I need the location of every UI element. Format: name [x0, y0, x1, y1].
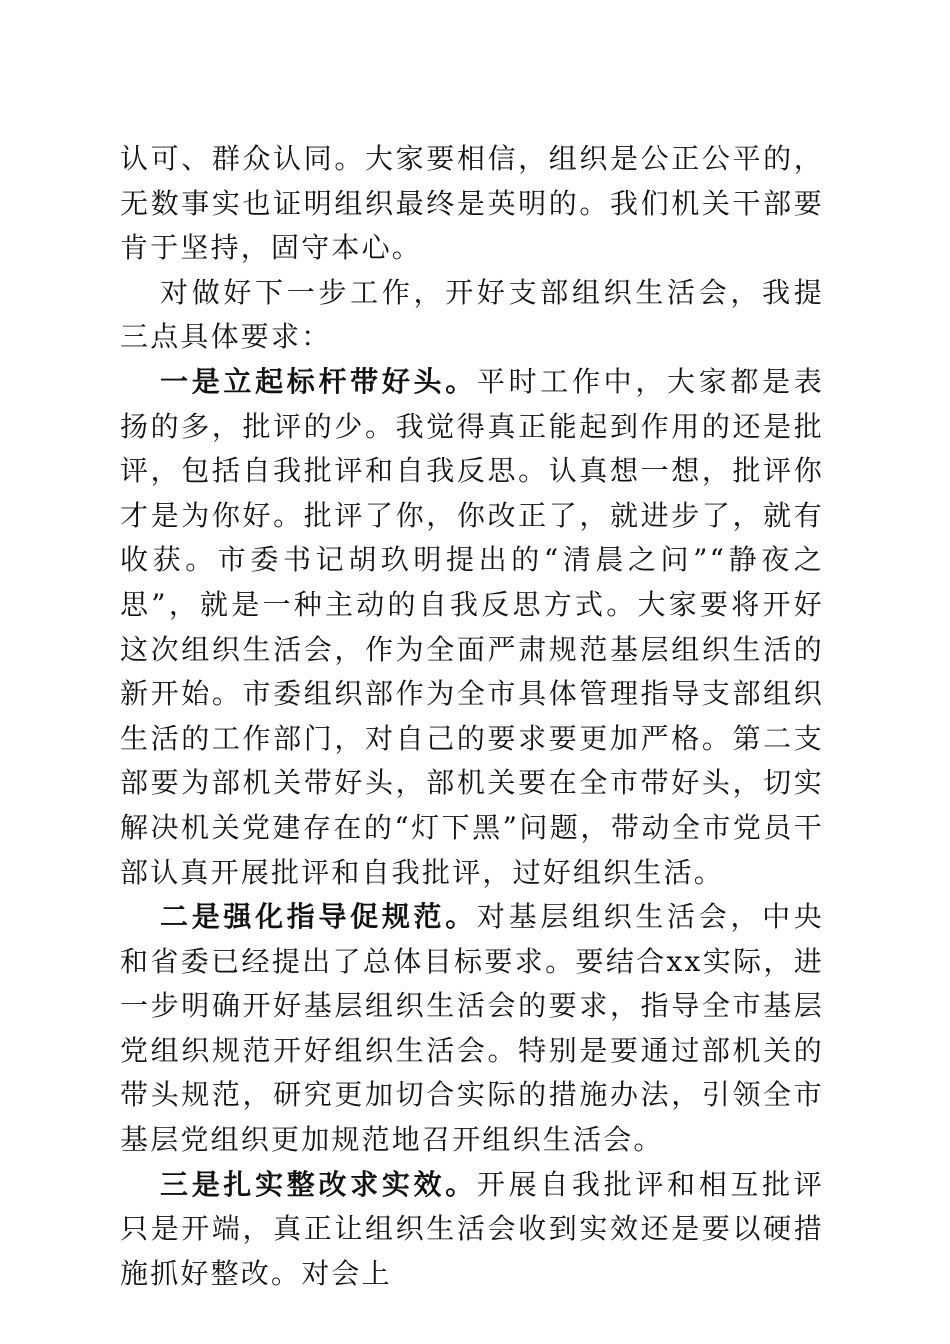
paragraph-lead: 三是扎实整改求实效。 [160, 1167, 477, 1201]
paragraph-point-two [120, 895, 824, 1163]
paragraph-text: 开展自我批评和相互批评只是开端，真正让组织生活会收到实效还是要以硬措施抓好整改。对会上 [120, 1167, 824, 1290]
paragraph-continuation [120, 137, 824, 271]
document-page [120, 137, 824, 1296]
paragraph-text: 对做好下一步工作，开好支部组织生活会，我提三点具体要求： [120, 275, 824, 354]
paragraph-point-three [120, 1163, 824, 1297]
paragraph-lead: 一是立起标杆带好头。 [160, 364, 477, 398]
paragraph-lead: 二是强化指导促规范。 [160, 900, 477, 934]
paragraph-point-one [120, 360, 824, 895]
paragraph-text: 对基层组织生活会，中央和省委已经提出了总体目标要求。要结合xx实际，进一步明确开好基层组织生活会的要求，指导全市基层党组织规范开好组织生活会。特别是要通过部机关的带头规范，研究更加切合实际的措施办法，引领全市基层党组织更加规范地召开组织生活会。 [120, 900, 824, 1157]
paragraph-requirements-intro [120, 271, 824, 360]
paragraph-text: 认可、群众认同。大家要相信，组织是公正公平的，无数事实也证明组织最终是英明的。我们机关干部要肯于坚持，固守本心。 [120, 142, 824, 265]
paragraph-text: 平时工作中，大家都是表扬的多，批评的少。我觉得真正能起到作用的还是批评，包括自我批评和自我反思。认真想一想，批评你才是为你好。批评了你，你改正了，就进步了，就有收获。市委书记胡玖明提出的“清晨之问”“静夜之思”，就是一种主动的自我反思方式。大家要将开好这次组织生活会，作为全面严肃规范基层组织生活的新开始。市委组织部作为全市具体管理指导支部组织生活的工作部门，对自己的要求要更加严格。第二支部要为部机关带好头，部机关要在全市带好头，切实解决机关党建存在的“灯下黑”问题，带动全市党员干部认真开展批评和自我批评，过好组织生活。 [120, 364, 824, 889]
